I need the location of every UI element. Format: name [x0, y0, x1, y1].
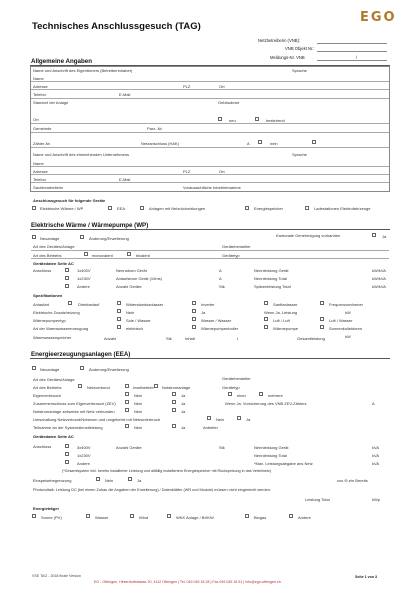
inbetriebnahme-label: Voraussichtliche Inbetriebnahme [183, 185, 241, 190]
section-divider [30, 229, 390, 230]
wp-v1-label: 1x400V [77, 268, 91, 273]
wp-stk: Stk [219, 284, 225, 289]
sole-checkbox[interactable] [117, 317, 121, 321]
leistung-total-kwp: kWp [372, 497, 380, 502]
traeger-andere-label: Andere [298, 515, 311, 520]
speicher-stk: Stk [166, 336, 172, 341]
inselbetrieb-label: Inselbetrieb [133, 385, 154, 390]
umschalt-nein-checkbox[interactable] [207, 416, 211, 420]
adresse-field[interactable] [31, 89, 389, 90]
eea-anschluss-label: Anschluss [33, 444, 52, 449]
umschalt-ja-label: Ja [246, 417, 251, 422]
eea-neuanlage-checkbox[interactable] [32, 366, 36, 370]
wp-spezifikationen-heading: Spezifikationen [33, 293, 63, 298]
luft-wasser-checkbox[interactable] [320, 317, 324, 321]
wp-spitzenleistung-label: Spitzenleistung Total [254, 284, 291, 289]
photovoltaik-note: Photovoltaik: Leistung DC (bei einem Zubau die Angaben der Erweiterung) / Datenblätter (WR und Module) müssen nicht eingereicht werden. [33, 488, 271, 492]
eea-v1-checkbox[interactable] [65, 444, 69, 448]
eea-neuanlage-label: Neuanlage [40, 367, 60, 372]
sprache-label: Sprache [292, 68, 307, 73]
geraet-lade-checkbox[interactable] [305, 206, 309, 210]
notzeit-ja-label: Ja [181, 409, 186, 414]
umschalt-nein-label: Nein [216, 417, 225, 422]
wp-v2-label: 1x230V [77, 276, 91, 281]
ww-erzeugung-label: Art der Warmwassererzeugung [33, 326, 89, 331]
einspeise-ja-label: Ja [137, 478, 142, 483]
wp-neuanlage-checkbox[interactable] [32, 235, 36, 239]
wp-v2-checkbox[interactable] [65, 276, 69, 280]
gemeinde-field[interactable] [31, 132, 389, 133]
wenn-ja-label: Wenn Ja, Leistung [264, 310, 298, 315]
teil-ja-checkbox[interactable] [172, 424, 176, 428]
page-title: Technisches Anschlussgesuch (TAG) [32, 21, 201, 32]
email2-label: E-Mail [119, 177, 131, 182]
eigenverbrauch-label: Eigenverbrauch [33, 393, 62, 398]
wp-neuanlage-label: Neuanlage [40, 236, 60, 241]
eea-geraetedaten-heading: Gerätedaten Seite AC [33, 434, 74, 439]
ort-label: Ort [219, 84, 225, 89]
meldungs-slash: / [356, 55, 358, 60]
wp-kantonal-checkbox[interactable] [372, 233, 376, 237]
meldungs-nr-field[interactable] [317, 60, 387, 61]
ww-speicher-label: Warmwasserspeicher [33, 335, 72, 340]
wp-aenderung-checkbox[interactable] [80, 235, 84, 239]
eea-geraetehersteller-label: Gerätehersteller [222, 376, 251, 381]
wp-a2: A [219, 276, 222, 281]
wasser-label: Wasser / Wasser [201, 318, 232, 323]
einspeise-ja-checkbox[interactable] [128, 477, 132, 481]
zusatz-nein-label: Nein [126, 310, 135, 315]
neu-label: neu [229, 118, 236, 123]
name2-field[interactable] [31, 166, 389, 167]
geraet-speicher-label: Energiespeicher [254, 206, 283, 211]
eea-kva1: kVA [372, 445, 380, 450]
zev-ja-label: Ja [181, 401, 186, 406]
wp-kwkva2: kW/kVA [372, 276, 386, 281]
luft-wasser-label: Luft / Wasser [329, 318, 353, 323]
footer-page: Seite 1 von 3 [355, 575, 377, 579]
section-divider [30, 358, 390, 359]
eigen-nein-label: Nein [134, 393, 143, 398]
einer-label: einer [237, 393, 246, 398]
netzanschluss-extra-checkbox[interactable] [312, 140, 316, 144]
parz-label: Parz.-Nr. [147, 126, 163, 131]
zusatz-ja-checkbox[interactable] [192, 309, 196, 313]
einspeisebegrenzung-label: Einspeisebegrenzung [33, 478, 72, 483]
teilnahme-label: Teilnahme an der Systemdienstleistung [33, 425, 103, 430]
netzanschluss-a: A [247, 141, 250, 146]
unternehmen-heading: Name und Anschrift des einreichenden Unternehmens [33, 152, 130, 157]
direktanlauf-checkbox[interactable] [68, 301, 72, 305]
name-label: Name [33, 76, 44, 81]
sonnenkollektoren-label: Sonnenkollektoren [329, 326, 363, 331]
eea-geraetetyp-label: Gerätetyp [222, 385, 240, 390]
direktanlauf-label: Direktanlauf [78, 302, 100, 307]
traeger-wind-checkbox[interactable] [130, 514, 134, 518]
luft-checkbox[interactable] [264, 317, 268, 321]
luft-label: Luft / Luft [273, 318, 290, 323]
inselbetrieb-checkbox[interactable] [125, 384, 129, 388]
vnb-objekt-label: VNB Objekt Nr.: [285, 46, 315, 51]
einer-checkbox[interactable] [228, 392, 232, 396]
cos-phi-label: cos Φ-ein Bereits [337, 478, 368, 483]
eea-art-geraet-label: Art des Gerätes/Anlage [33, 377, 75, 382]
notzeit-nein-checkbox[interactable] [125, 408, 129, 412]
wenn-ja-zev-label: Wenn Ja, Vorsicherung des VNB ZEV-Zählers [225, 401, 307, 406]
wp-anschluss-label: Anschluss [33, 268, 52, 273]
section-waermepumpe: Elektrische Wärme / Wärmepumpe (WP) [31, 222, 149, 229]
monovalent-checkbox[interactable] [84, 252, 88, 256]
geraet-waerme-checkbox[interactable] [32, 206, 36, 210]
bestehend-checkbox[interactable] [255, 117, 259, 121]
notstrom-zeit-label: Notstromanlage zeitweise mit Netz verbunden [33, 409, 115, 414]
wp-andere-checkbox[interactable] [65, 284, 69, 288]
gesamtleistung-label: Gesamtleistung [297, 336, 325, 341]
wp-nennstrom-label: Nennstrom Gerät [116, 268, 147, 273]
wp-nennleistung-total-label: Nennleistung Total [254, 276, 287, 281]
eigen-ja-label: Ja [181, 393, 186, 398]
eigen-nein-checkbox[interactable] [125, 392, 129, 396]
notstrom-checkbox[interactable] [154, 384, 158, 388]
geraet-speicher-checkbox[interactable] [245, 206, 249, 210]
eea-nennleistung-geraet-label: Nennleistung Gerät [254, 445, 289, 450]
section-allgemeine-angaben: Allgemeine Angaben [31, 58, 92, 65]
wasser-checkbox[interactable] [192, 317, 196, 321]
wp-andere-label: Andere [77, 284, 90, 289]
netzverbund-label: Netzverbund [87, 385, 110, 390]
traeger-wkk-checkbox[interactable] [167, 514, 171, 518]
eigentuemer-heading: Name und Anschrift des Eigentümers (Betreiberinhaber) [33, 68, 133, 73]
wp-anzahl-label: Anzahl Geräte [116, 284, 142, 289]
adresse-label: Adresse [33, 84, 48, 89]
traeger-sonne-checkbox[interactable] [32, 514, 36, 518]
waermepumpe-label: Wärmepumpe [273, 326, 299, 331]
teil-nein-label: Nein [134, 425, 143, 430]
sole-label: Sole / Wasser [126, 318, 151, 323]
umschaltung-label: Umschaltung Netzverbund/Notstrom und umgekehrt mit Netzunterbruch [33, 417, 161, 422]
eea-v2-checkbox[interactable] [65, 452, 69, 456]
speicher-anzahl-label: Anzahl [104, 336, 117, 341]
mehrere-checkbox[interactable] [259, 392, 263, 396]
eea-v2-label: 1x230V [77, 453, 91, 458]
wp-kwkva3: kW/kVA [372, 284, 386, 289]
wp-kantonal-label: Kantonale Genehmigung vorhanden [276, 233, 341, 238]
wp-art-betrieb-field[interactable] [31, 258, 389, 259]
zaehler-label: Zähler-Nr. [33, 141, 51, 146]
wenn-ja-kw: kW [345, 310, 351, 315]
inverter-checkbox[interactable] [192, 301, 196, 305]
traeger-sonne-label: Sonne (PV) [41, 515, 62, 520]
wp-anlaufart-label: Anlaufart [33, 302, 50, 307]
wp-v1-checkbox[interactable] [65, 268, 69, 272]
geraet-netzrueck-label: Anlagen mit Netzrückwirkungen [149, 206, 206, 211]
zev-nein-label: Nein [134, 401, 143, 406]
section-eea: Energieerzeugungsanlagen (EEA) [31, 351, 131, 358]
wp-geraetetyp-label: Gerätetyp [222, 253, 240, 258]
wp-a1: A [219, 268, 222, 273]
telefon2-field[interactable] [31, 182, 389, 183]
eea-stk: Stk [219, 445, 225, 450]
umschalt-ja-checkbox[interactable] [237, 416, 241, 420]
widerstand-checkbox[interactable] [117, 301, 121, 305]
zusatzheizung-label: Elektrische Zusatzheizung [33, 310, 80, 315]
telefon-field[interactable] [31, 98, 389, 99]
zaehler-field[interactable] [31, 147, 389, 148]
elektrisch-label: elektrisch [126, 326, 143, 331]
nein-checkbox[interactable] [258, 140, 262, 144]
wp-art-geraet-label: Art des Gerätes/Anlage [33, 244, 75, 249]
eea-v1-label: 3x400V [77, 445, 91, 450]
ort3-label: Ort [219, 169, 225, 174]
name-field[interactable] [31, 81, 389, 82]
eea-andere-checkbox[interactable] [65, 460, 69, 464]
notzeit-ja-checkbox[interactable] [172, 408, 176, 412]
traeger-andere-checkbox[interactable] [289, 514, 293, 518]
email-label: E-Mail [119, 92, 131, 97]
standort-label: Standort der Anlage [33, 100, 69, 105]
ort2-field[interactable] [31, 123, 389, 124]
company-logo: EGO [360, 10, 397, 25]
bivalent-checkbox[interactable] [127, 252, 131, 256]
adresse2-label: Adresse [33, 169, 48, 174]
wp-nennleistung-geraet-label: Nennleistung Gerät [254, 268, 289, 273]
footer-address: EG - Oftringen, Hinterdorfstrasse 20, 4112 Oftringen | Tel. 049 045 18 28 | Fax 049 045 18 51 | info@ego-oftringen.ch [94, 580, 281, 584]
sanftanlasser-checkbox[interactable] [264, 301, 268, 305]
geraet-waerme-label: Elektrische Wärme / WP [40, 206, 84, 211]
traeger-wkk-label: WKK Anlage / BHKW [176, 515, 214, 520]
geraet-netzrueck-checkbox[interactable] [140, 206, 144, 210]
name2-label: Name [33, 161, 44, 166]
traeger-wasser-label: Wasser [95, 515, 109, 520]
meldungs-nr-label: Meldungs-Nr. VNB [270, 55, 305, 60]
teil-nein-checkbox[interactable] [125, 424, 129, 428]
zev-a: A [372, 401, 375, 406]
notzeit-nein-label: Nein [134, 409, 143, 414]
elektrisch-checkbox[interactable] [117, 325, 121, 329]
wp-art-betrieb-label: Art des Betriebs [33, 253, 62, 258]
sanftanlasser-label: Sanftanlasser [273, 302, 298, 307]
neu-checkbox[interactable] [218, 117, 222, 121]
frequenzumformer-label: Frequenzumformer [329, 302, 364, 307]
sachbearbeiter-label: Sachbearbeiterin [33, 185, 64, 190]
footer-version: VSE TAG - 2018 finale Version [32, 574, 82, 578]
teil-ja-label: Ja [181, 425, 186, 430]
mehrere-label: mehrere [268, 393, 283, 398]
wp-anlaufstrom-label: Anlaufstrom Gerät (10ms) [116, 276, 163, 281]
eea-art-betrieb-label: Art des Betriebs [33, 385, 62, 390]
eea-anzahl-label: Anzahl Geräte [116, 445, 142, 450]
bestehend-label: bestehend [266, 118, 285, 123]
zev-ja-checkbox[interactable] [172, 400, 176, 404]
wp-art-geraet-field[interactable] [31, 250, 389, 251]
zusatz-nein-checkbox[interactable] [117, 309, 121, 313]
gemeinde-label: Gemeinde [33, 126, 52, 131]
wp-kantonal-ja: Ja [382, 234, 387, 239]
plz-label: PLZ [183, 84, 191, 89]
zev-label: Zusammenschluss zum Eigenverbrauch (ZEV) [33, 401, 116, 406]
geraet-eea-label: EEA [117, 206, 126, 211]
eea-max-leistung-label: *Max. Leistungsabgabe ans Netz [254, 461, 313, 466]
wp-geraetedaten-heading: Gerätedaten Seite AC [33, 261, 74, 266]
gesamtsystem-note: (*Gesamtsystem inkl. bereits installierter Leistung und allfällig installiertem Energiespeicher mit Rückspeisung in das Verteilnetz) [62, 469, 272, 473]
traeger-wind-label: Wind [139, 515, 149, 520]
gesamtleistung-kw: kW [345, 334, 351, 339]
anbieter-label: Anbieter [203, 425, 218, 430]
eigen-ja-checkbox[interactable] [172, 392, 176, 396]
einspeise-nein-label: Nein [105, 478, 114, 483]
nein-label: nein [270, 141, 278, 146]
einspeise-nein-checkbox[interactable] [96, 477, 100, 481]
sprache2-label: Sprache [292, 152, 307, 157]
netzverbund-checkbox[interactable] [78, 384, 82, 388]
waermepumpe-checkbox[interactable] [264, 325, 268, 329]
eea-kva2: kVA [372, 453, 380, 458]
netzanschluss-label: Netzanschluss (HAK) [141, 141, 180, 146]
telefon-label: Telefon [33, 92, 46, 97]
traeger-biogas-checkbox[interactable] [245, 514, 249, 518]
inverter-label: Inverter [201, 302, 215, 307]
geraet-lade-label: Ladestationen Elektrofahrzeuge [314, 206, 371, 211]
speicher-l: l [237, 336, 238, 341]
traeger-wasser-checkbox[interactable] [86, 514, 90, 518]
wp-aenderung-label: Änderung/Erweiterung [89, 236, 129, 241]
notstrom-label: Notstromanlage [162, 385, 191, 390]
telefon2-label: Telefon [33, 177, 46, 182]
waermepumpenboiler-label: Wärmepumpenboiler [201, 326, 239, 331]
bivalent-label: bivalent [136, 253, 150, 258]
geraet-eea-checkbox[interactable] [108, 206, 112, 210]
speicher-inhalt-label: Inhalt [185, 336, 195, 341]
sonnenkollektoren-checkbox[interactable] [320, 325, 324, 329]
traeger-biogas-label: Biogas [254, 515, 267, 520]
zev-nein-checkbox[interactable] [125, 400, 129, 404]
eea-andere-label: Andere [77, 461, 90, 466]
wp-geraetehersteller-label: Gerätehersteller [222, 244, 251, 249]
eea-nennleistung-total-label: Nennleistung Total [254, 453, 287, 458]
monovalent-label: monovalent [92, 253, 113, 258]
zusatz-ja-label: Ja [201, 310, 206, 315]
leistung-total-label: Leistung Total [305, 497, 330, 502]
eea-kva3: kVA [372, 461, 380, 466]
widerstand-label: Widerstandsanlasser [126, 302, 164, 307]
waermepumpenboiler-checkbox[interactable] [192, 325, 196, 329]
vnb-objekt-field[interactable] [317, 51, 387, 52]
adresse2-field[interactable] [31, 174, 389, 175]
wp-typ-label: Wärmepumpentyp [33, 318, 66, 323]
netzbetreiber-field[interactable] [317, 43, 387, 44]
gebaeudeart-label: Gebäudeart [218, 100, 240, 105]
eea-aenderung-label: Änderung/Erweiterung [89, 367, 129, 372]
eea-aenderung-checkbox[interactable] [80, 366, 84, 370]
energietraeger-heading: Energieträger [33, 506, 60, 511]
plz2-label: PLZ [183, 169, 191, 174]
netzbetreiber-label: Netzbetreiberin (VNB): [258, 38, 301, 43]
wp-kwkva1: kW/kVA [372, 268, 386, 273]
frequenzumformer-checkbox[interactable] [320, 301, 324, 305]
ort2-label: Ort [33, 117, 39, 122]
anschluss-geraete-heading: Anschlussgesuch für folgende Geräte [33, 198, 106, 203]
